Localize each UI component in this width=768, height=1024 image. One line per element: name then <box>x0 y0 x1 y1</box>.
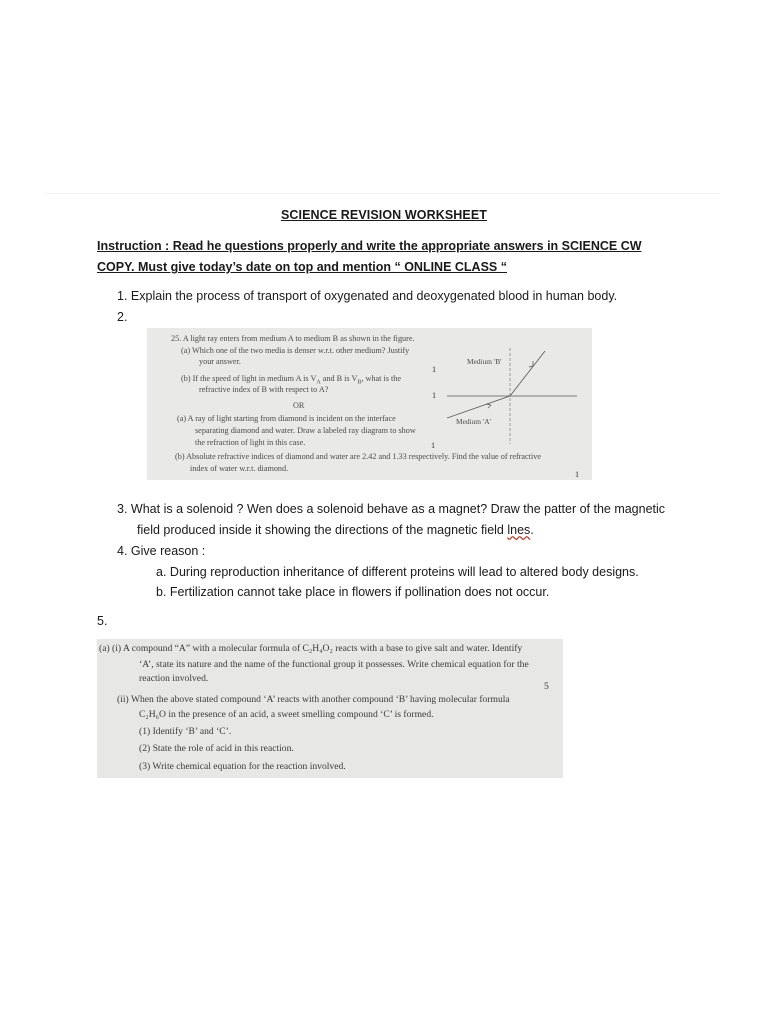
scan2-line: (ii) When the above stated compound ‘A’ reacts with another compound ‘B’ having molecular formula <box>117 694 510 705</box>
scan1-mark: 1 <box>575 470 580 479</box>
question-5-number: 5. <box>97 614 108 628</box>
question-3-continuation-text: field produced inside it showing the directions of the magnetic field <box>137 523 508 537</box>
question-4b-text: Fertilization cannot take place in flowers if pollination does not occur. <box>169 585 550 599</box>
question-3-period: . <box>530 523 534 537</box>
scan2-line: (a) (i) A compound “A” with a molecular formula of C₂H₄O₂ reacts with a base to give salt and water. Identify <box>99 643 523 654</box>
scan1-line: 25. A light ray enters from medium A to medium B as shown in the figure. <box>171 334 415 343</box>
ray-diagram-label-medium-b: Medium 'B' <box>467 357 502 366</box>
scan1-line: your answer. <box>199 357 241 366</box>
ray-diagram-refracted-ray <box>510 351 545 396</box>
scan1-line: separating diamond and water. Draw a labeled ray diagram to show <box>195 426 416 435</box>
question-4-text: Give reason : <box>130 544 206 558</box>
worksheet-title: SCIENCE REVISION WORKSHEET <box>280 208 488 222</box>
scan1-line: (a) A ray of light starting from diamond is incident on the interface <box>177 414 396 423</box>
question-4a-text: During reproduction inheritance of different proteins will lead to altered body designs. <box>169 565 639 579</box>
scan1-line: index of water w.r.t. diamond. <box>190 464 289 473</box>
scan2-line: C₂H₆O in the presence of an acid, a sweet smelling compound ‘C’ is formed. <box>139 709 434 720</box>
question-3 <box>117 499 677 519</box>
question-4b <box>156 582 549 602</box>
question-4a <box>156 562 639 582</box>
instruction-block <box>97 236 657 278</box>
scan2-line: reaction involved. <box>139 673 209 684</box>
spellcheck-flagged-word: lnes <box>507 523 531 537</box>
scan1-mark: 1 <box>431 441 436 450</box>
question-3-number: 3. <box>117 502 128 516</box>
scan1-line-part: (b) If the speed of light in medium A is V <box>181 374 317 383</box>
question-4a-label: a. <box>156 565 167 579</box>
scan1-line: refractive index of B with respect to A? <box>199 385 329 394</box>
scan1-or: OR <box>293 401 305 410</box>
scanned-image-refraction-question <box>147 328 592 480</box>
ray-diagram-arrow-icon <box>529 361 533 367</box>
question-3-continuation <box>137 520 534 540</box>
scan2-line: (3) Write chemical equation for the reaction involved. <box>139 761 346 772</box>
question-4 <box>117 541 205 561</box>
question-3-text: What is a solenoid ? Wen does a solenoid behave as a magnet? Draw the patter of the magnetic <box>130 502 666 516</box>
page-top-rule <box>46 193 720 194</box>
scan1-line: the refraction of light in this case. <box>195 438 306 447</box>
scan1-line-part: and B is V <box>320 374 358 383</box>
scan1-mark: 1 <box>432 365 437 374</box>
question-2 <box>117 307 127 327</box>
scan2-mark: 5 <box>544 681 549 692</box>
instruction-line-1: Instruction : Read he questions properly and write the appropriate answers in SCIENCE CW <box>97 239 642 253</box>
question-4b-label: b. <box>156 585 167 599</box>
question-2-number: 2. <box>117 310 128 324</box>
ray-diagram-label-medium-a: Medium 'A' <box>456 417 491 426</box>
instruction-line-2: COPY. Must give today’s date on top and mention “ ONLINE CLASS “ <box>97 260 507 274</box>
ray-diagram-arrow-icon <box>486 404 491 408</box>
scan2-line: ‘A’, state its nature and the name of the functional group it possesses. Write chemical equation for the <box>139 659 529 670</box>
scan2-line: (1) Identify ‘B’ and ‘C’. <box>139 726 232 737</box>
question-4-number: 4. <box>117 544 128 558</box>
question-5 <box>97 611 107 631</box>
question-1-number: 1. <box>117 289 128 303</box>
scan1-subscript: B <box>357 379 362 386</box>
scan2-line: (2) State the role of acid in this reaction. <box>139 743 294 754</box>
scan1-mark: 1 <box>432 391 437 400</box>
scan1-line <box>181 374 401 386</box>
scan1-line-part: , what is the <box>361 374 402 383</box>
ray-diagram-incident-ray <box>447 396 510 418</box>
scanned-image-chemistry-question <box>97 639 563 778</box>
question-1-text: Explain the process of transport of oxygenated and deoxygenated blood in human body. <box>130 289 618 303</box>
scan1-subscript: A <box>316 379 321 386</box>
scan1-line: (a) Which one of the two media is denser w.r.t. other medium? Justify <box>181 346 410 355</box>
question-1 <box>117 286 617 306</box>
scan1-line: (b) Absolute refractive indices of diamond and water are 2.42 and 1.33 respectively. Find the value of refractive <box>175 452 541 461</box>
